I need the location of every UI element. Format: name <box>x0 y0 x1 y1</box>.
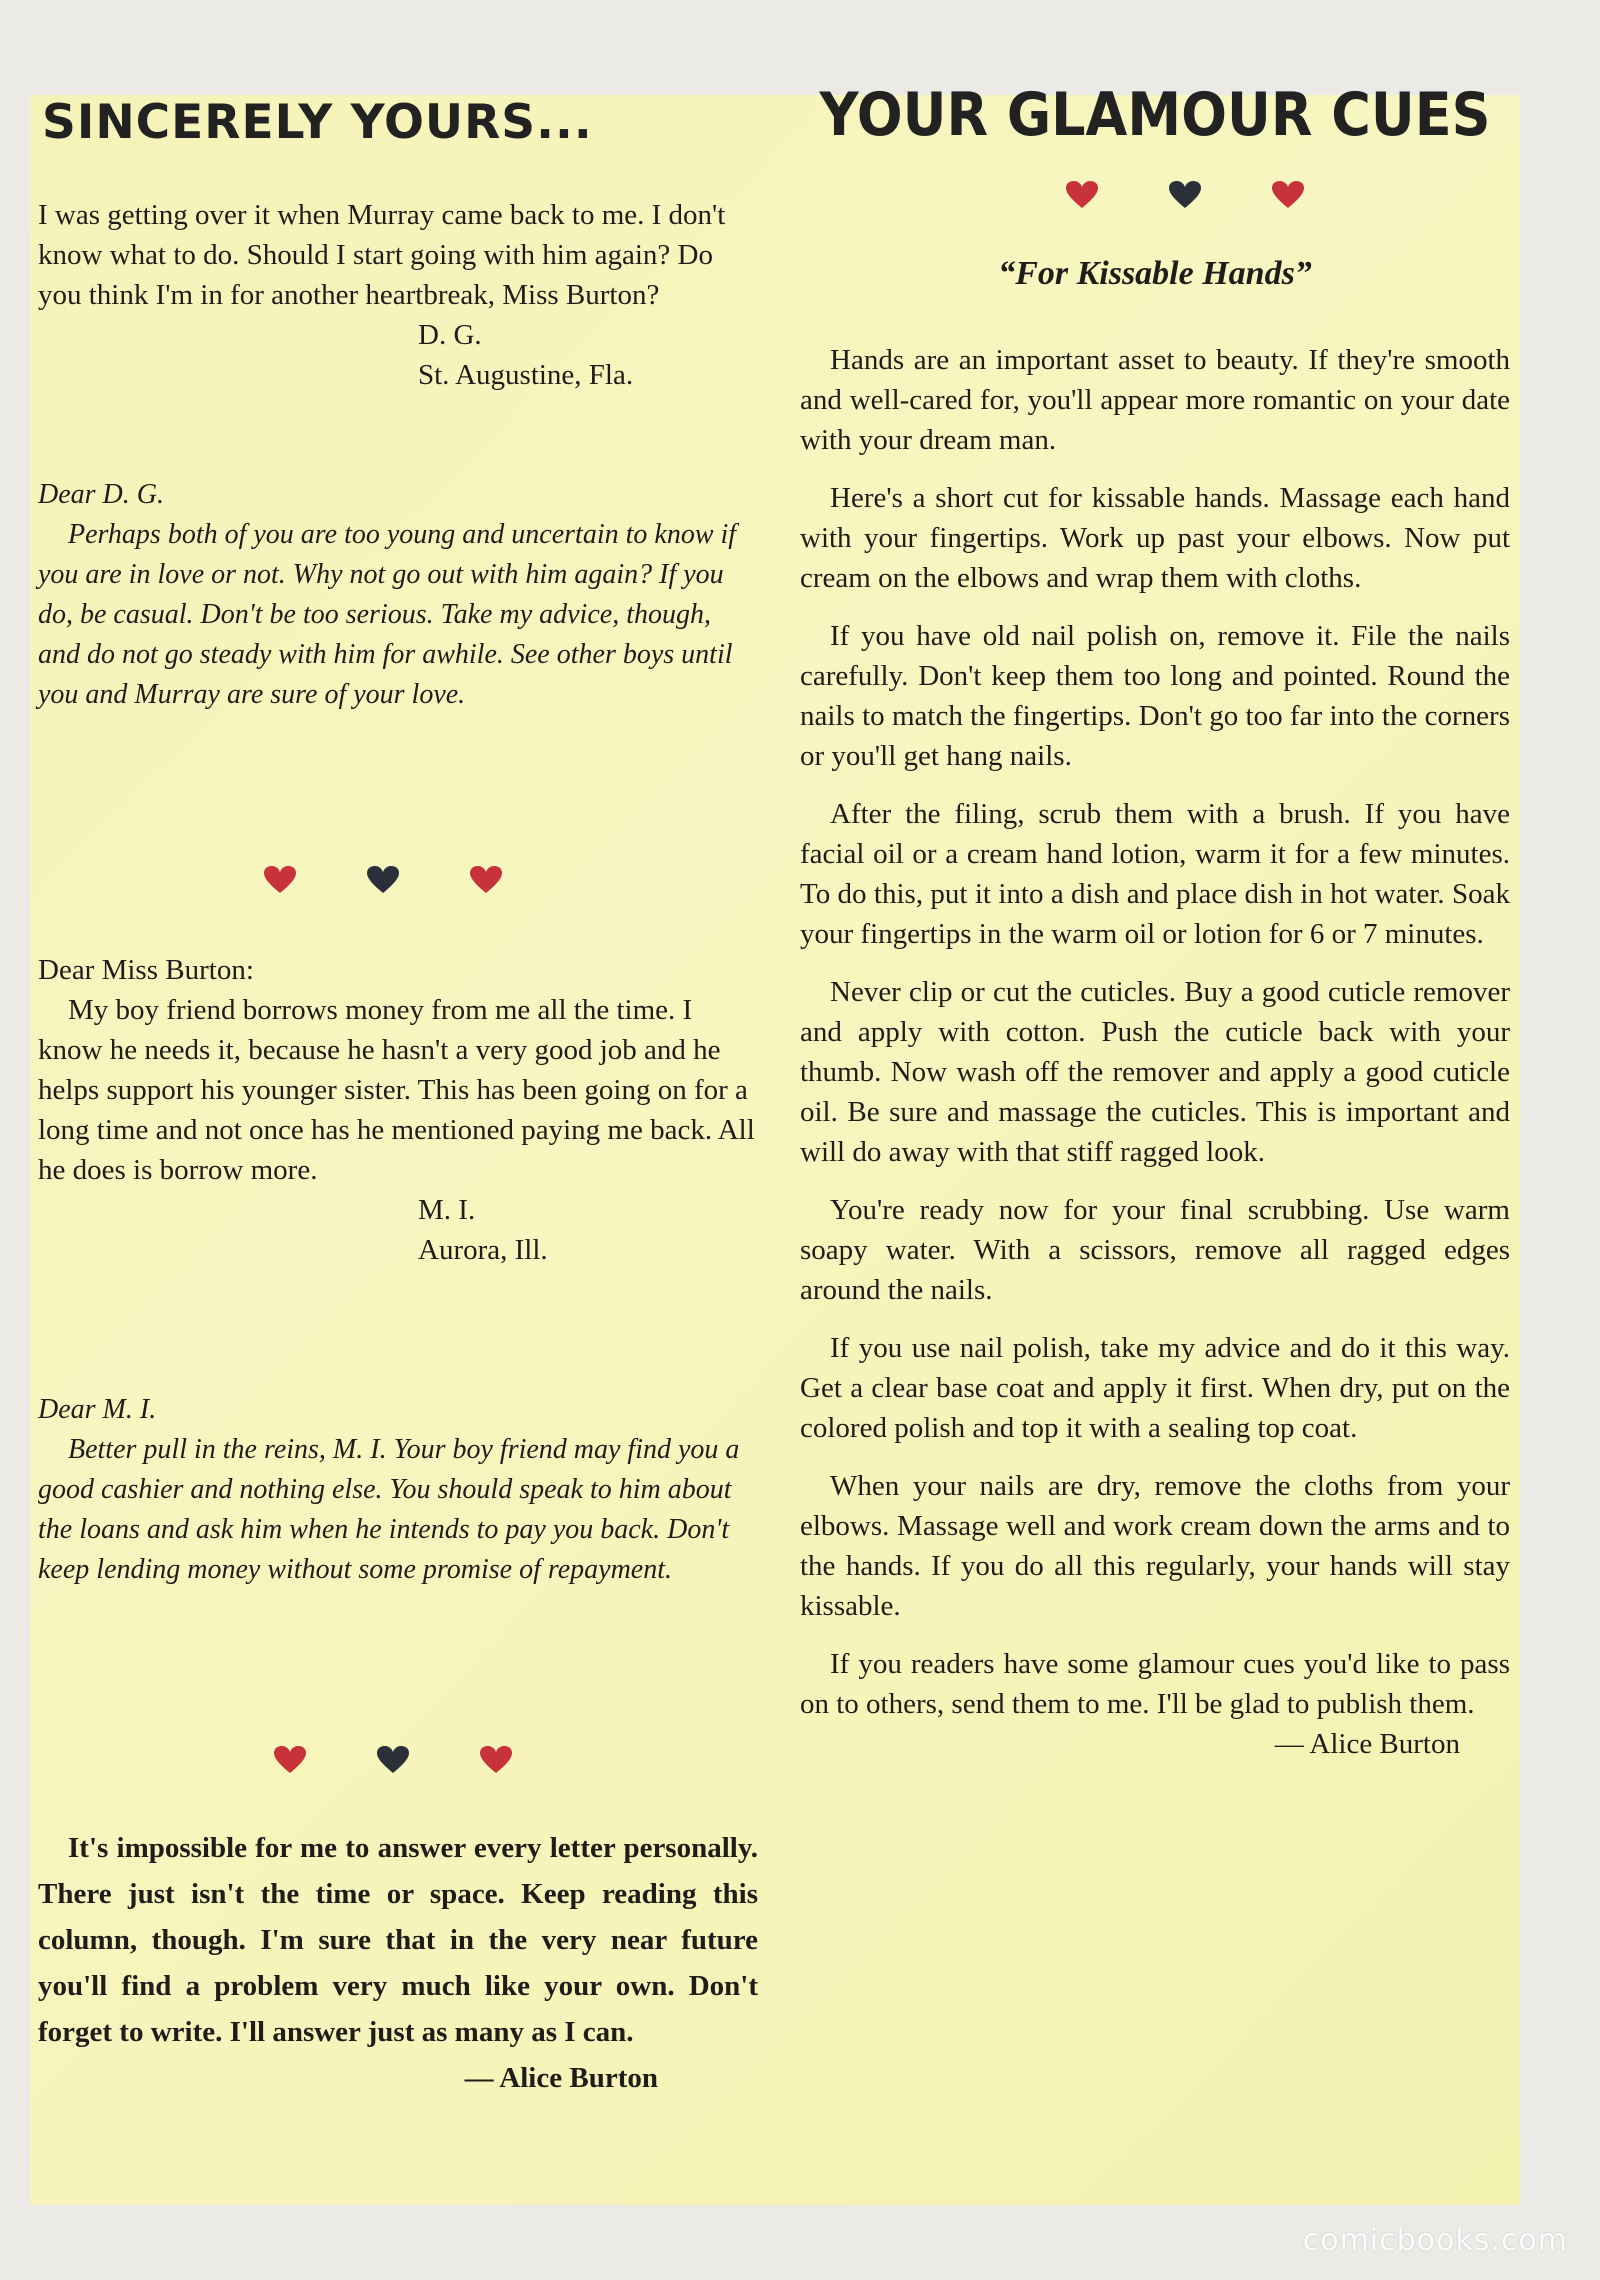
letter-2-salutation: Dear Miss Burton: <box>38 954 254 986</box>
reply-1 <box>38 475 758 715</box>
heart-icon <box>273 1745 307 1775</box>
magazine-page <box>30 79 1520 2205</box>
letter-1-text: I was getting over it when Murray came back to me. I don't know what to do. Should I start going with him again? Do you think I'm in for another heartbreak, Miss Burton? <box>38 199 726 311</box>
paragraph: Never clip or cut the cuticles. Buy a good cuticle remover and apply with cotton. Push the cuticle back with your thumb. Now wash off the remover and apply a good cuticle oil. Be sure and massage the cuticles. This is important and will do away with that stiff ragged look. <box>800 976 1510 1168</box>
reply-2-salutation: Dear M. I. <box>38 1394 157 1425</box>
paragraph: Hands are an important asset to beauty. If they're smooth and well-cared for, you'll appear more romantic on your date with your dream man. <box>800 344 1510 456</box>
letter-1 <box>38 195 758 395</box>
heart-icon <box>1271 180 1305 210</box>
heart-divider-1 <box>263 865 503 895</box>
paragraph: Here's a short cut for kissable hands. Massage each hand with your fingertips. Work up past your elbows. Now put cream on the elbows and wrap them with cloths. <box>800 482 1510 594</box>
paragraph: If you readers have some glamour cues you'd like to pass on to others, send them to me. I'll be glad to publish them. <box>800 1648 1510 1720</box>
letter-2 <box>38 950 758 1270</box>
heart-icon <box>479 1745 513 1775</box>
reply-1-text: Perhaps both of you are too young and uncertain to know if you are in love or not. Why not go out with him again? If you do, be casual. Don't be too serious. Take my advice, though, and do not go steady with him for awhile. See other boys until you and Murray are sure of your love. <box>38 519 737 710</box>
paragraph: When your nails are dry, remove the cloths from your elbows. Massage well and work cream down the arms and to the hands. If you do all this regularly, your hands will stay kissable. <box>800 1470 1510 1622</box>
closing-note-text: It's impossible for me to answer every letter personally. There just isn't the time or space. Keep reading this column, though. I'm sure that in the very near future you'll find a problem very much like your own. Don't forget to write. I'll answer just as many as I can. <box>38 1832 758 2048</box>
letter-1-location: St. Augustine, Fla. <box>418 359 634 391</box>
heart-divider-2 <box>273 1745 513 1775</box>
advice-column-title: SINCERELY YOURS... <box>42 95 593 150</box>
letter-2-text: My boy friend borrows money from me all the time. I know he needs it, because he hasn't a very good job and he helps support his younger sister. This has been going on for a long time and not once has he mentioned paying me back. All he does is borrow more. <box>38 994 755 1186</box>
closing-note <box>38 1825 758 2101</box>
glamour-subtitle: “For Kissable Hands” <box>998 255 1312 292</box>
paragraph: If you have old nail polish on, remove it. File the nails carefully. Don't keep them too long and pointed. Round the nails to match the fingertips. Don't go too far into the corners or you'll get hang nails. <box>800 620 1510 772</box>
reply-2-text: Better pull in the reins, M. I. Your boy friend may find you a good cashier and nothing else. You should speak to him about the loans and ask him when he intends to pay you back. Don't keep lending money without some promise of repayment. <box>38 1434 740 1585</box>
paragraph: After the filing, scrub them with a brush. If you have facial oil or a cream hand lotion, warm it for a few minutes. To do this, put it into a dish and place dish in hot water. Soak your fingertips in the warm oil or lotion for 6 or 7 minutes. <box>800 798 1510 950</box>
heart-icon <box>469 865 503 895</box>
letter-1-signature: D. G. <box>418 319 482 351</box>
heart-icon <box>366 865 400 895</box>
heart-divider-3 <box>1065 180 1305 210</box>
letter-2-location: Aurora, Ill. <box>418 1234 548 1266</box>
letter-2-signature: M. I. <box>418 1194 476 1226</box>
reply-2 <box>38 1390 758 1590</box>
heart-icon <box>376 1745 410 1775</box>
heart-icon <box>1168 180 1202 210</box>
glamour-column-title: YOUR GLAMOUR CUES <box>819 79 1491 150</box>
advice-column-credit: — Alice Burton <box>464 2062 658 2094</box>
reply-1-salutation: Dear D. G. <box>38 479 164 510</box>
heart-icon <box>263 865 297 895</box>
heart-icon <box>1065 180 1099 210</box>
paragraph: You're ready now for your final scrubbing. Use warm soapy water. With a scissors, remove all ragged edges around the nails. <box>800 1194 1510 1306</box>
paragraph: If you use nail polish, take my advice and do it this way. Get a clear base coat and apply it first. When dry, put on the colored polish and top it with a sealing top coat. <box>800 1332 1510 1444</box>
glamour-column-credit: — Alice Burton <box>1274 1728 1460 1760</box>
glamour-article <box>800 340 1510 1764</box>
watermark: comicbooks.com <box>1302 2223 1568 2258</box>
